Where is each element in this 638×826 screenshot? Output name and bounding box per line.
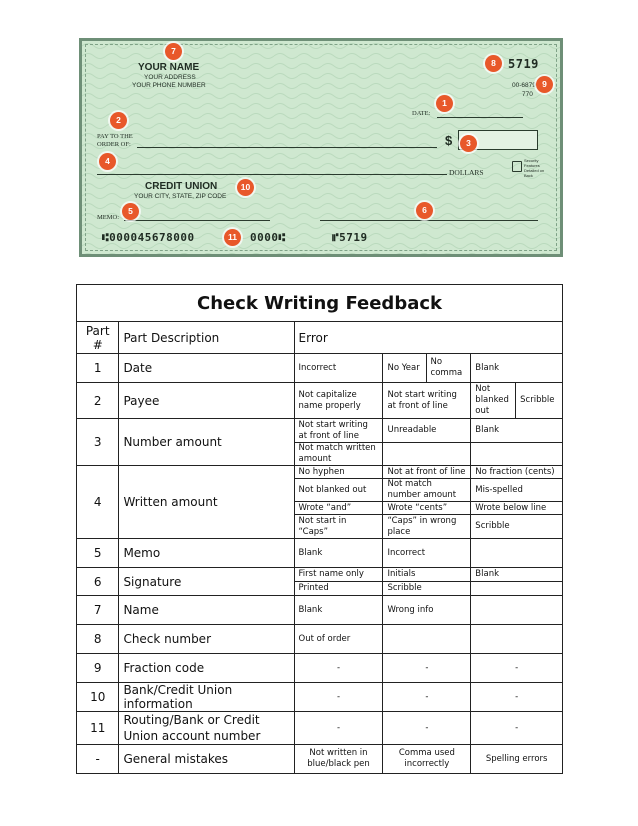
error-cell — [471, 443, 563, 466]
account-holder-name: YOUR NAME — [138, 62, 200, 73]
table-row — [77, 568, 563, 582]
badge-6: 6 — [416, 202, 433, 219]
table-row — [77, 683, 563, 712]
error-cell: Not at front of line — [383, 466, 471, 479]
error-cell: - — [294, 712, 383, 745]
date-label: DATE: — [412, 110, 431, 117]
error-cell — [471, 596, 563, 625]
memo-label: MEMO: — [97, 214, 120, 221]
table-row — [77, 383, 563, 419]
check-number: 5719 — [508, 57, 539, 71]
error-cell: Blank — [471, 419, 563, 443]
error-cell: Not start writing at front of line — [383, 383, 471, 419]
fraction-code-top: 00-6879 — [512, 82, 536, 89]
table-row — [77, 712, 563, 745]
error-cell: Incorrect — [294, 354, 383, 383]
badge-1: 1 — [436, 95, 453, 112]
error-cell: - — [383, 712, 471, 745]
error-cell: Initials — [383, 568, 471, 582]
error-cell: - — [471, 712, 563, 745]
micr-account: 0000⑆ — [250, 231, 286, 244]
error-cell: Scribble — [383, 582, 471, 596]
error-cell: Blank — [294, 539, 383, 568]
security-note: Security Features Detailed on Back — [524, 158, 545, 178]
error-cell — [383, 625, 471, 654]
table-row — [77, 596, 563, 625]
error-cell: First name only — [294, 568, 383, 582]
error-cell: Not match written amount — [294, 443, 383, 466]
part-number: - — [77, 745, 119, 774]
badge-8: 8 — [485, 55, 502, 72]
micr-routing: ⑆000045678000 — [102, 231, 195, 244]
table-row — [77, 539, 563, 568]
bank-name: CREDIT UNION — [145, 181, 218, 192]
bank-address: YOUR CITY, STATE, ZIP CODE — [134, 193, 227, 200]
error-cell: Printed — [294, 582, 383, 596]
check-image — [79, 38, 563, 257]
payee-line — [137, 147, 437, 148]
badge-11: 11 — [224, 229, 241, 246]
error-cell: No Year — [383, 354, 426, 383]
badge-5: 5 — [122, 203, 139, 220]
error-cell: Wrote “cents” — [383, 502, 471, 515]
error-cell: - — [471, 654, 563, 683]
error-cell: Not blanked out — [471, 383, 516, 419]
part-number: 3 — [77, 419, 119, 466]
error-cell: - — [383, 683, 471, 712]
error-cell: Wrong info — [383, 596, 471, 625]
error-cell: Incorrect — [383, 539, 471, 568]
error-cell — [471, 625, 563, 654]
error-cell: - — [383, 654, 471, 683]
error-cell: No hyphen — [294, 466, 383, 479]
table-row — [77, 419, 563, 443]
account-holder-address: YOUR ADDRESS — [144, 74, 196, 81]
part-description: Bank/Credit Union information — [119, 683, 294, 712]
part-number: 9 — [77, 654, 119, 683]
badge-10: 10 — [237, 179, 254, 196]
part-number: 1 — [77, 354, 119, 383]
signature-line — [320, 220, 538, 221]
error-cell: Wrote below line — [471, 502, 563, 515]
part-description: Signature — [119, 568, 294, 596]
part-number: 5 — [77, 539, 119, 568]
part-number: 10 — [77, 683, 119, 712]
error-cell: Comma used incorrectly — [383, 745, 471, 774]
error-cell: Wrote “and” — [294, 502, 383, 515]
error-cell: Blank — [471, 354, 563, 383]
lock-icon — [512, 161, 522, 172]
pay-to-label: PAY TO THE — [97, 133, 133, 140]
badge-3: 3 — [460, 135, 477, 152]
error-cell: - — [294, 683, 383, 712]
table-row — [77, 654, 563, 683]
badge-9: 9 — [536, 76, 553, 93]
memo-line — [124, 220, 270, 221]
part-description: Date — [119, 354, 294, 383]
header-part-description: Part Description — [119, 322, 294, 354]
error-cell: Not match number amount — [383, 479, 471, 502]
error-cell: No fraction (cents) — [471, 466, 563, 479]
error-cell: Scribble — [516, 383, 563, 419]
part-number: 7 — [77, 596, 119, 625]
error-cell — [471, 539, 563, 568]
table-row — [77, 466, 563, 479]
micr-check-number: ⑈5719 — [332, 231, 368, 244]
error-cell: Not written in blue/black pen — [294, 745, 383, 774]
part-number: 4 — [77, 466, 119, 539]
part-description: Number amount — [119, 419, 294, 466]
account-holder-phone: YOUR PHONE NUMBER — [132, 82, 206, 89]
header-part-number: Part # — [77, 322, 119, 354]
part-description: Memo — [119, 539, 294, 568]
table-row — [77, 354, 563, 383]
error-cell — [383, 443, 471, 466]
error-cell: Out of order — [294, 625, 383, 654]
error-cell: No comma — [426, 354, 471, 383]
error-cell: Not capitalize name properly — [294, 383, 383, 419]
badge-2: 2 — [110, 112, 127, 129]
badge-7: 7 — [165, 43, 182, 60]
dollar-sign: $ — [445, 133, 453, 148]
error-cell: Not start in “Caps” — [294, 515, 383, 539]
part-number: 11 — [77, 712, 119, 745]
badge-4: 4 — [99, 153, 116, 170]
part-number: 6 — [77, 568, 119, 596]
feedback-table — [76, 284, 563, 774]
date-line — [437, 117, 523, 118]
part-description: Name — [119, 596, 294, 625]
part-description: Written amount — [119, 466, 294, 539]
fraction-code-bottom: 770 — [522, 91, 533, 98]
part-number: 8 — [77, 625, 119, 654]
error-cell: Not blanked out — [294, 479, 383, 502]
header-error: Error — [294, 322, 562, 354]
error-cell: Blank — [471, 568, 563, 582]
part-description: Payee — [119, 383, 294, 419]
error-cell: Spelling errors — [471, 745, 563, 774]
error-cell: - — [294, 654, 383, 683]
table-row — [77, 745, 563, 774]
part-number: 2 — [77, 383, 119, 419]
error-cell: Not start writing at front of line — [294, 419, 383, 443]
error-cell: Mis-spelled — [471, 479, 563, 502]
part-description: Check number — [119, 625, 294, 654]
error-cell — [471, 582, 563, 596]
error-cell: Blank — [294, 596, 383, 625]
written-amount-line — [97, 174, 447, 175]
error-cell: “Caps” in wrong place — [383, 515, 471, 539]
order-of-label: ORDER OF: — [97, 141, 131, 148]
table-title: Check Writing Feedback — [77, 285, 563, 322]
error-cell: Scribble — [471, 515, 563, 539]
part-description: General mistakes — [119, 745, 294, 774]
part-description: Routing/Bank or Credit Union account number — [119, 712, 294, 745]
table-row — [77, 625, 563, 654]
error-cell: - — [471, 683, 563, 712]
dollars-label: DOLLARS — [449, 168, 484, 177]
part-description: Fraction code — [119, 654, 294, 683]
error-cell: Unreadable — [383, 419, 471, 443]
